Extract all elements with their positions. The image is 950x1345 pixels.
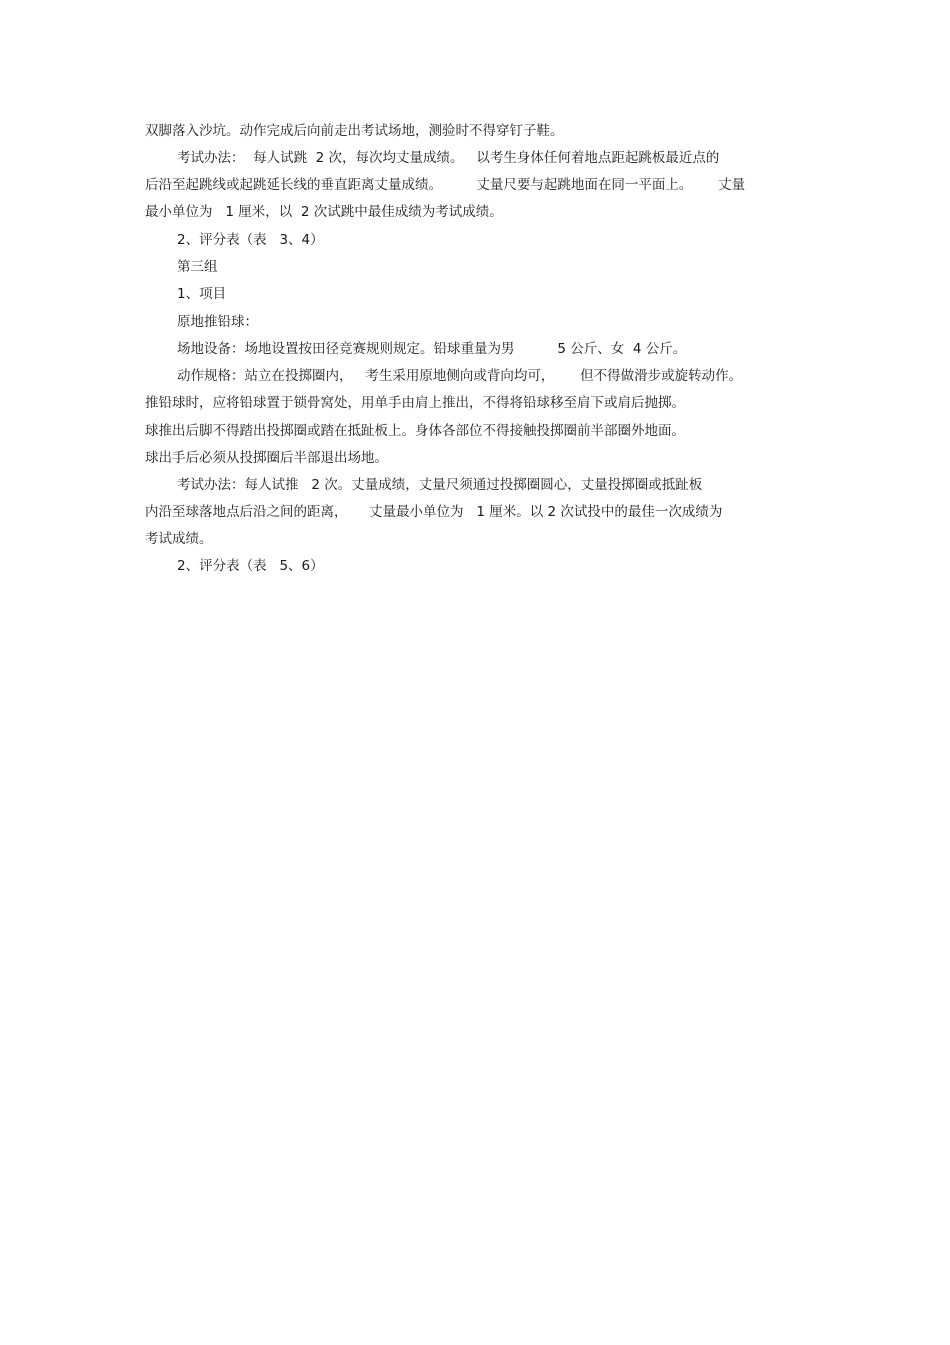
text-line: 后沿至起跳线或起跳延长线的垂直距离丈量成绩。 丈量尺要与起跳地面在同一平面上。 丈量 — [145, 177, 746, 193]
text-line: 推铅球时，应将铅球置于锁骨窝处，用单手由肩上推出，不得将铅球移至肩下或肩后抛掷。 — [145, 395, 685, 411]
text-line: 动作规格：站立在投掷圈内， 考生采用原地侧向或背向均可， 但不得做滑步或旋转动作。 — [177, 368, 743, 384]
text-line: 最小单位为 1 厘米，以 2 次试跳中最佳成绩为考试成绩。 — [145, 204, 503, 220]
text-line: 内沿至球落地点后沿之间的距离， 丈量最小单位为 1 厘米。以 2 次试投中的最佳一次成绩为 — [145, 504, 723, 520]
text-line: 考试办法： 每人试跳 2 次，每次均丈量成绩。 以考生身体任何着地点距起跳板最近点的 — [177, 150, 720, 166]
text-line: 球出手后必须从投掷圈后半部退出场地。 — [145, 450, 388, 466]
text-line: 考试办法：每人试推 2 次。丈量成绩，丈量尺须通过投掷圈圆心，丈量投掷圈或抵趾板 — [177, 477, 703, 493]
section-heading: 2、评分表（表 5、6） — [177, 558, 324, 574]
section-heading: 2、评分表（表 3、4） — [177, 232, 324, 248]
text-line: 场地设备：场地设置按田径竞赛规则规定。铅球重量为男 5 公斤、女 4 公斤。 — [177, 341, 687, 357]
text-line: 考试成绩。 — [145, 531, 213, 547]
text-line: 双脚落入沙坑。动作完成后向前走出考试场地，测验时不得穿钉子鞋。 — [145, 123, 564, 139]
item-title: 原地推铅球： — [177, 314, 258, 330]
section-heading: 1、项目 — [177, 286, 227, 302]
section-heading: 第三组 — [177, 259, 218, 275]
text-line: 球推出后脚不得踏出投掷圈或踏在抵趾板上。身体各部位不得接触投掷圈前半部圈外地面。 — [145, 423, 685, 439]
